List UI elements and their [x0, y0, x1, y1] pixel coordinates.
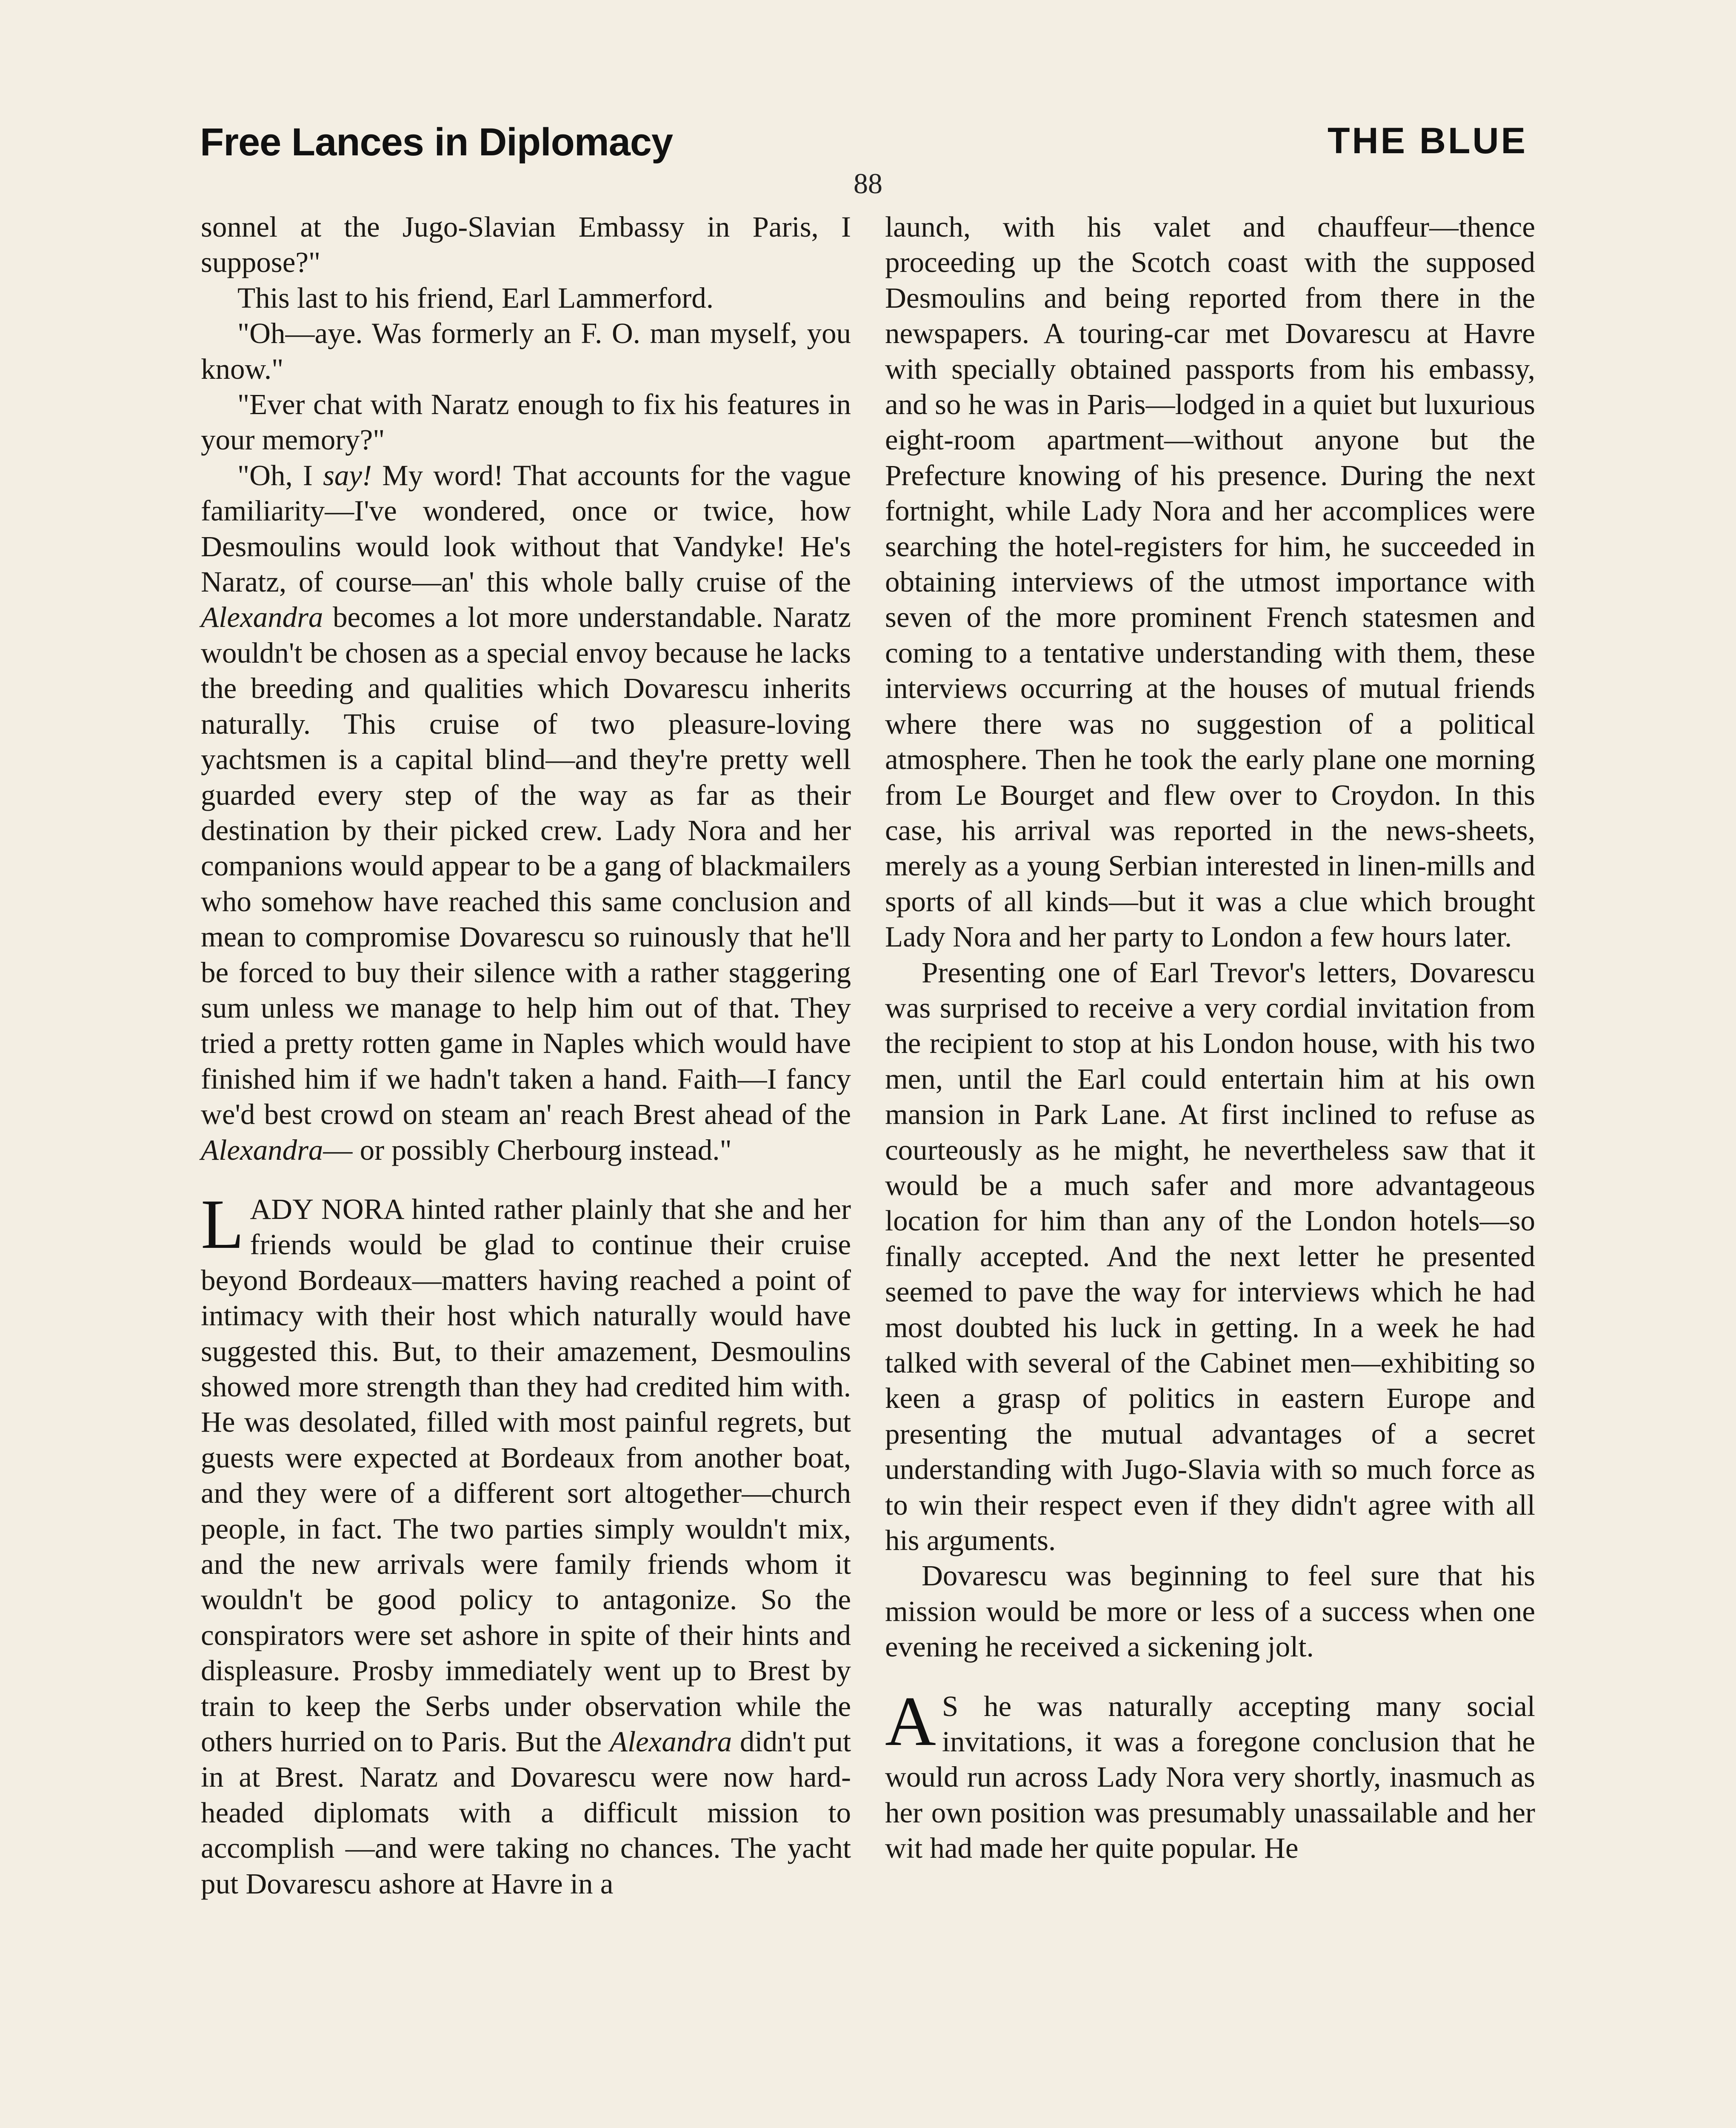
text-run: — or possibly Cherbourg instead.": [323, 1133, 732, 1166]
story-title: Free Lances in Diplomacy: [200, 120, 673, 164]
paragraph: Presenting one of Earl Trevor's letters, Dovarescu was surprised to receive a very cordial invitation from the recipient to stop at his London house, with his two men, until the Earl could entertain him at his own mansion in Park Lane. At first inclined to refuse as courteously as he might, he nevertheless saw that it would be a much safer and more advantageous location for him than any of the London hotels—so finally accepted. And the next letter he presented seemed to pave the way for interviews which he had most doubted his luck in getting. In a week he had talked with several of the Cabinet men—exhibiting so keen a grasp of politics in eastern Europe and presenting the mutual advantages of a secret understanding with Jugo-Slavia with so much force as to win their respect even if they didn't agree with all his arguments.: [885, 956, 1535, 1557]
text-run: ADY NORA hinted rather plainly that she and her friends would be glad to continue their cruise beyond Bordeaux—matters having reached a point of intimacy with their host which naturally would have suggested this. But, to their amazement, Desmoulins showed more strength than they had credited him with. He was desolated, filled with most painful regrets, but guests were expected at Bordeaux from another boat, and they were of a different sort altogether—church people, in fact. The two parties simply wouldn't mix, and the new arrivals were family friends whom it wouldn't be good policy to antagonize. So the conspirators were set ashore in spite of their hints and displeasure. Prosby immediately went up to Brest by train to keep the Serbs under observation while the others hurried on to Paris. But the: [201, 1193, 851, 1758]
right-column: [885, 209, 1535, 1866]
paragraph: This last to his friend, Earl Lammerford.: [237, 281, 714, 314]
section-paragraph: [885, 1682, 1535, 1866]
page-number: 88: [854, 167, 882, 200]
text-run: "Oh, I: [237, 459, 323, 492]
paragraph: "Ever chat with Naratz enough to fix his features in your memory?": [201, 388, 851, 456]
paragraph: Dovarescu was beginning to feel sure that his mission would be more or less of a success when one evening he received a sickening jolt.: [885, 1559, 1535, 1663]
magazine-name: THE BLUE: [1328, 120, 1528, 161]
text-run: S he was naturally accepting many social invitations, it was a foregone conclusion that he would run across Lady Nora very shortly, inasmuch as her own position was presumably unassailable and her wit had made her quite popular. He: [885, 1690, 1535, 1865]
text-run: becomes a lot more understandable. Naratz wouldn't be chosen as a special envoy because he lacks the breeding and qualities which Dovarescu inherits naturally. This cruise of two pleasure-loving yachtsmen is a capital blind—and they're pretty well guarded every step of the way as far as their destination by their picked crew. Lady Nora and her companions would appear to be a gang of blackmailers who somehow have reached this same conclusion and mean to compromise Dovarescu so ruinously that he'll be forced to buy their silence with a rather staggering sum unless we manage to help him out of that. They tried a pretty rotten game in Naples which would have finished him if we hadn't taken a hand. Faith—I fancy we'd best crowd on steam an' reach Brest ahead of the: [201, 601, 851, 1131]
text-run: didn't put in at Brest. Naratz and Dovarescu were now hard-headed diplomats with a difficult mission to accomplish —and were taking no chances. The yacht put Dovarescu ashore at Havre in a: [201, 1725, 851, 1900]
drop-cap: L: [201, 1184, 244, 1263]
drop-cap: A: [885, 1682, 936, 1760]
emphasis: say!: [323, 459, 372, 492]
paragraph: [201, 458, 851, 1168]
paragraph: launch, with his valet and chauffeur—thence proceeding up the Scotch coast with the supposed Desmoulins and being reported from there in the newspapers. A touring-car met Dovarescu at Havre with specially obtained passports from his embassy, and so he was in Paris—lodged in a quiet but luxurious eight-room apartment—without anyone but the Prefecture knowing of his presence. During the next fortnight, while Lady Nora and her accomplices were searching the hotel-registers for him, he succeeded in obtaining interviews of the utmost importance with seven of the more prominent French statesmen and coming to a tentative understanding with them, these interviews occurring at the houses of mutual friends where there was no suggestion of a political atmosphere. Then he took the early plane one morning from Le Bourget and flew over to Croydon. In this case, his arrival was reported in the news-sheets, merely as a young Serbian interested in linen-mills and sports of all kinds—but it was a clue which brought Lady Nora and her party to London a few hours later.: [885, 211, 1535, 953]
ship-name: Alexandra: [201, 601, 323, 634]
paragraph: sonnel at the Jugo-Slavian Embassy in Paris, I suppose?": [201, 211, 851, 279]
ship-name: Alexandra: [201, 1133, 323, 1166]
left-column: [201, 209, 851, 1902]
paragraph: "Oh—aye. Was formerly an F. O. man myself, you know.": [201, 317, 851, 385]
section-paragraph: [201, 1184, 851, 1902]
text-run: My word! That accounts for the vague familiarity—I've wondered, once or twice, how Desmoulins would look without that Vandyke! He's Naratz, of course—an' this whole bally cruise of the: [201, 459, 851, 598]
ship-name: Alexandra: [609, 1725, 732, 1758]
